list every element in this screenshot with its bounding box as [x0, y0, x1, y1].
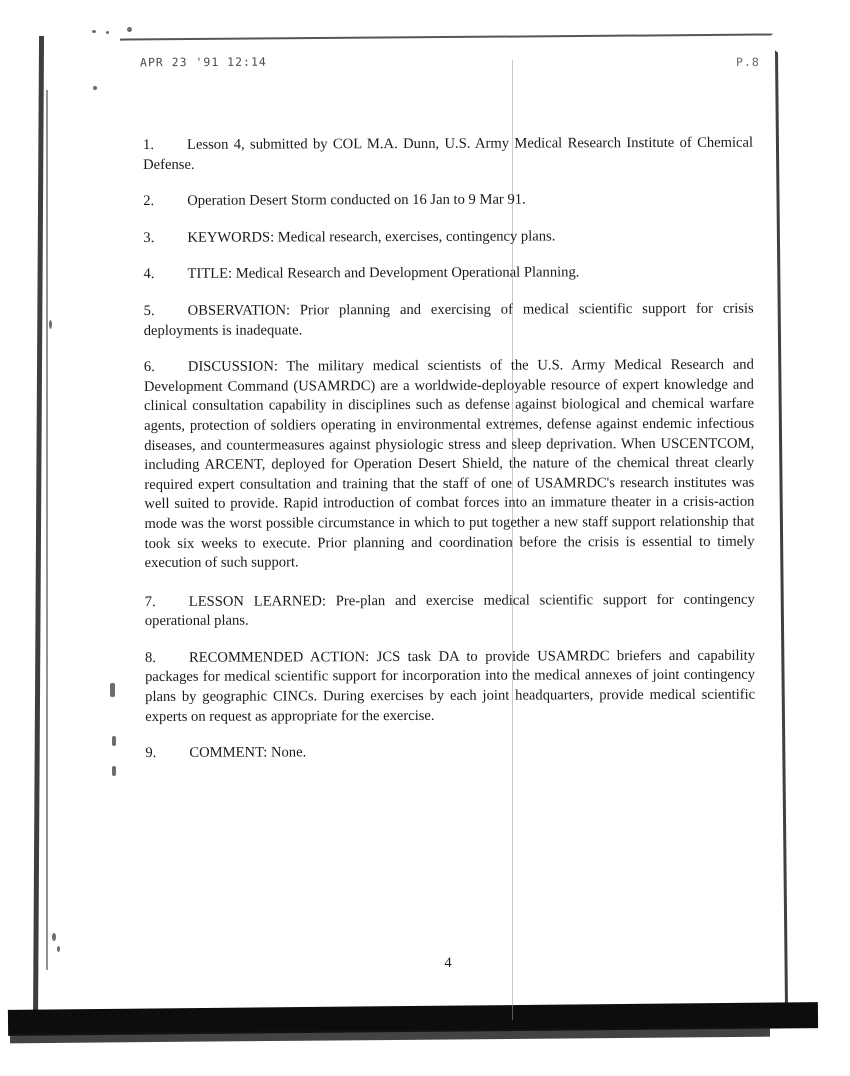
paragraph-number: 1.: [143, 136, 155, 153]
scan-speck: [110, 683, 115, 697]
scan-speck: [112, 766, 116, 776]
paragraph-number: 2.: [143, 193, 155, 210]
paragraph-3: [143, 226, 753, 248]
paragraph-text: KEYWORDS: Medical research, exercises, contingency plans.: [187, 228, 556, 246]
scan-speck: [49, 320, 52, 329]
paragraph-text: Lesson 4, submitted by COL M.A. Dunn, U.S. Army Medical Research Institute of Chemical Defense.: [143, 134, 754, 173]
scan-speck: [92, 30, 96, 33]
paragraph-4: [143, 263, 753, 285]
paragraph-8: [145, 647, 755, 728]
page-number: 4: [444, 955, 452, 971]
paragraph-6: [144, 356, 755, 574]
paragraph-text: OBSERVATION: Prior planning and exercising of medical scientific support for crisis deployments is inadequate.: [143, 300, 754, 339]
paragraph-text: TITLE: Medical Research and Development Operational Planning.: [187, 264, 580, 283]
scan-speck: [106, 31, 109, 34]
paragraph-text: COMMENT: None.: [189, 744, 307, 762]
paragraph-number: 3.: [143, 229, 155, 246]
scan-speck: [112, 736, 116, 746]
paragraph-7: [145, 590, 755, 632]
fax-timestamp: APR 23 '91 12:14: [139, 54, 267, 70]
scan-speck: [57, 946, 60, 952]
paragraph-text: DISCUSSION: The military medical scientists of the U.S. Army Medical Research and Development Command (USAMRDC) are a worldwide-deployable resource of expert knowledge and clinical consultation capability in disciplines such as defense against biological and chemical warfare agents, protection of soldiers operating in environmental extremes, defense against endemic infectious diseases, and countermeasures against physiologic stress and sleep deprivation. When USCENTCOM, including ARCENT, deployed for Operation Desert Shield, the nature of the chemical threat clearly required expert consultation and training that the staff of one of USAMRDC's research institutes was well suited to provide. Rapid introduction of combat forces into an immature theater in a crisis-action mode was the worst possible circumstance in which to put together a new staff support relationship that took six weeks to execute. Prior planning and coordination before the crisis is essential to timely execution of such support.: [143, 356, 755, 572]
document-body: [143, 134, 755, 781]
paragraph-number: 8.: [144, 649, 156, 666]
paragraph-2: [143, 190, 753, 212]
scan-speck: [93, 86, 97, 90]
paragraph-number: 5.: [143, 302, 155, 319]
fax-header: [140, 55, 760, 69]
paragraph-number: 4.: [143, 266, 155, 283]
fax-page-marker: P.8: [736, 54, 761, 70]
paragraph-1: [143, 134, 753, 176]
paragraph-number: 6.: [143, 359, 155, 376]
paragraph-5: [144, 300, 754, 342]
paragraph-text: LESSON LEARNED: Pre-plan and exercise medical scientific support for contingency operational plans.: [144, 591, 755, 630]
paragraph-9: [145, 742, 755, 764]
paragraph-text: RECOMMENDED ACTION: JCS task DA to provide USAMRDC briefers and capability packages for medical scientific support for incorporation into the medical annexes of joint contingency plans by geographic CINCs. During exercises by each joint headquarters, provide medical scientific experts on request as appropriate for the exercise.: [145, 647, 756, 725]
scan-speck: [52, 933, 56, 941]
paragraph-text: Operation Desert Storm conducted on 16 Jan to 9 Mar 91.: [187, 191, 526, 210]
paragraph-number: 9.: [145, 745, 157, 762]
scan-edge-left-secondary: [46, 90, 48, 970]
paragraph-number: 7.: [144, 593, 156, 610]
scan-speck: [127, 27, 132, 32]
